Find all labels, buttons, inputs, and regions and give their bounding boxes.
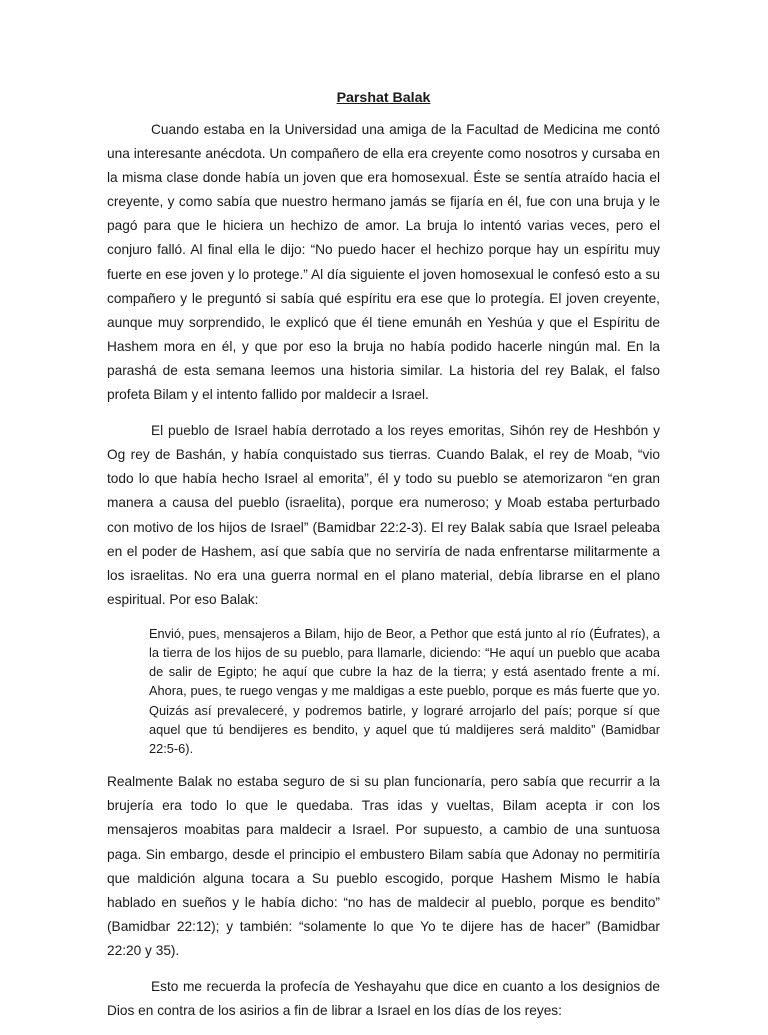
paragraph-balak-plan: Realmente Balak no estaba seguro de si su plan funcionaría, pero sabía que recurrir a la brujería era todo lo que le quedaba. Tras idas y vueltas, Bilam acepta ir con los mensajeros moabitas para maldecir a Israel. Por supuesto, a cambio de una suntuosa paga. Sin embargo, desde el principio el embustero Bilam sabía que Adonay no permitiría que maldición alguna tocara a Su pueblo escogido, porque Hashem Mismo le había hablado en sueños y le había dicho: “no has de maldecir al pueblo, porque es bendito” (Bamidbar 22:12); y también: “solamente lo que Yo te dijere has de hacer” (Bamidbar 22:20 y 35). bbox=[107, 774, 660, 958]
paragraph-israel-defeated-kings: El pueblo de Israel había derrotado a los reyes emoritas, Sihón rey de Heshbón y Og rey de Bashán, y había conquistado sus tierras. Cuando Balak, el rey de Moab, “vio todo lo que había hecho Israel al emorita”, él y todo su pueblo se atemorizaron “en gran manera a causa del pueblo (israelita), porque era numeroso; y Moab estaba perturbado con motivo de los hijos de Israel” (Bamidbar 22:2-3). El rey Balak sabía que Israel peleaba en el poder de Hashem, así que sabía que no serviría de nada enfrentarse militarmente a los israelitas. No era una guerra normal en el plano material, debía librarse en el plano espiritual. Por eso Balak: bbox=[107, 423, 660, 607]
page-title: Parshat Balak bbox=[336, 90, 431, 106]
document-page bbox=[107, 88, 660, 1035]
paragraph-intro: Cuando estaba en la Universidad una amiga de la Facultad de Medicina me contó una interesante anécdota. Un compañero de ella era creyente como nosotros y cursaba en la misma clase donde había un joven que era homosexual. Éste se sentía atraído hacia el creyente, y como sabía que nuestro hermano jamás se fijaría en él, fue con una bruja y le pagó para que le hiciera un hechizo de amor. La bruja lo intentó varias veces, pero el conjuro falló. Al final ella le dijo: “No puedo hacer el hechizo porque hay un espíritu muy fuerte en ese joven y lo protege.” Al día siguiente el joven homosexual le confesó esto a su compañero y le preguntó si sabía qué espíritu era ese que lo protegía. El joven creyente, aunque muy sorprendido, le explicó que él tiene emunáh en Yeshúa y que el Espíritu de Hashem mora en él, y que por eso la bruja no había podido hacerle ningún mal. En la parashá de esta semana leemos una historia similar. La historia del rey Balak, el falso profeta Bilam y el intento fallido por maldecir a Israel. bbox=[107, 122, 660, 403]
paragraph-yeshayahu: Esto me recuerda la profecía de Yeshayahu que dice en cuanto a los designios de Dios en contra de los asirios a fin de librar a Israel en los días de los reyes: bbox=[107, 979, 660, 1019]
block-quote-bamidbar: Envió, pues, mensajeros a Bilam, hijo de Beor, a Pethor que está junto al río (Éufrates), a la tierra de los hijos de su pueblo, para llamarle, diciendo: “He aquí un pueblo que acaba de salir de Egipto; he aquí que cubre la haz de la tierra; y está asentado frente a mí. Ahora, pues, te ruego vengas y me maldigas a este pueblo, porque es más fuerte que yo. Quizás así prevaleceré, y podremos batirle, y lograré arrojarlo del país; porque sí que aquel que tú bendijeres es bendito, y aquel que tú maldijeres será maldito” (Bamidbar 22:5-6). bbox=[149, 625, 660, 757]
